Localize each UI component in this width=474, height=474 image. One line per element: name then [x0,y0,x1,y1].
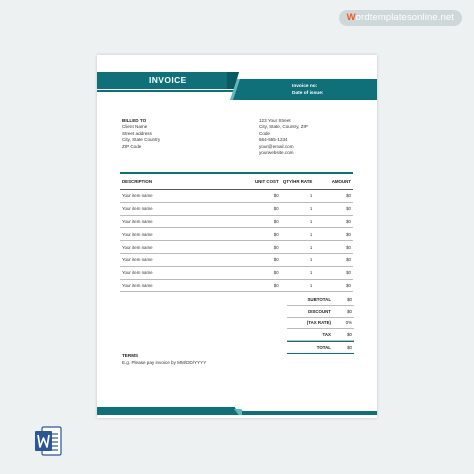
tax-rate-label: (TAX RATE) [306,320,331,326]
item-qty: 1 [309,270,313,276]
table-row [120,203,353,216]
invoice-number-label: Invoice no: [292,84,318,89]
header-banner-line [97,90,237,92]
watermark-brand-rest: ordtemplatesonline.net [355,12,454,23]
table-row [120,254,353,267]
billed-to-line: Client Name [122,124,148,130]
table-row [120,267,353,280]
subtotal-value: $0 [347,296,352,302]
item-amount: $0 [346,206,351,212]
table-row [120,216,353,229]
billed-to-block [122,118,160,150]
terms-text: E.g. Please pay invoice by MM/DD/YYYY [122,359,207,365]
table-row [120,228,353,241]
tax-row [287,329,354,341]
tax-rate-row [287,318,354,330]
invoice-meta [292,83,323,97]
item-qty: 1 [309,257,313,263]
discount-value: $0 [347,308,352,314]
terms-heading: TERMS [122,353,139,358]
header-qty: QTY/HR RATE [282,179,313,184]
item-description: Your item name [122,282,153,288]
table-row [120,190,353,203]
item-description: Your item name [122,270,153,276]
discount-row [287,306,354,318]
table-header [120,174,353,190]
item-qty: 1 [309,282,313,288]
item-amount: $0 [346,257,351,263]
tax-rate-value: 0% [345,320,352,326]
word-icon [34,425,62,457]
item-unit-cost: $0 [273,257,279,263]
table-row [120,280,353,293]
item-qty: 1 [309,206,313,212]
item-unit-cost: $0 [273,206,279,212]
item-description: Your item name [122,231,153,237]
item-amount: $0 [346,244,351,250]
subtotal-label: SUBTOTAL [307,296,331,302]
watermark-brand-initial: W [346,12,356,23]
sender-block [259,118,308,156]
item-description: Your item name [122,257,153,263]
item-description: Your item name [122,244,153,250]
item-unit-cost: $0 [273,231,279,237]
invoice-page [97,55,377,418]
invoice-title: INVOICE [149,75,187,85]
items-table [120,172,353,292]
item-unit-cost: $0 [273,193,279,199]
sender-line: 123 Your Street [259,118,291,123]
billed-to-heading: BILLED TO [122,118,147,123]
date-of-issue-label: Date of issue: [292,91,324,96]
item-unit-cost: $0 [273,270,279,276]
total-label: TOTAL [316,345,331,351]
total-value: $0 [347,345,352,351]
header-unit-cost: UNIT COST [254,179,279,184]
discount-label: DISCOUNT [308,308,331,314]
billed-to-line: Street address [122,130,152,136]
item-unit-cost: $0 [273,218,279,224]
sender-line: 564-555-1234 [259,137,288,143]
item-qty: 1 [309,218,313,224]
total-row [287,341,354,354]
watermark [339,10,462,26]
item-qty: 1 [309,244,313,250]
footer-banner-right [242,411,377,415]
header-amount: AMOUNT [331,179,351,184]
item-amount: $0 [346,218,351,224]
header-description: DESCRIPTION [122,179,153,184]
item-amount: $0 [346,282,351,288]
item-amount: $0 [346,270,351,276]
billed-to-line: ZIP Code [122,143,142,149]
item-unit-cost: $0 [273,282,279,288]
item-qty: 1 [309,231,313,237]
billed-to-line: City, State Country [122,137,161,143]
sender-line: your@email.com [259,143,294,149]
summary-block [287,294,354,354]
sender-line: yourwebsite.com [259,150,294,156]
item-description: Your item name [122,218,153,224]
footer-banner-left [97,407,239,415]
item-qty: 1 [309,193,313,199]
item-description: Your item name [122,206,153,212]
terms-block [122,353,206,366]
item-unit-cost: $0 [273,244,279,250]
sender-line: City, State, Country, ZIP [259,124,308,130]
table-row [120,241,353,254]
tax-label: TAX [322,332,331,338]
subtotal-row [287,294,354,306]
sender-line: Code [259,130,270,136]
item-amount: $0 [346,193,351,199]
item-description: Your item name [122,193,153,199]
tax-value: $0 [347,332,352,338]
item-amount: $0 [346,231,351,237]
